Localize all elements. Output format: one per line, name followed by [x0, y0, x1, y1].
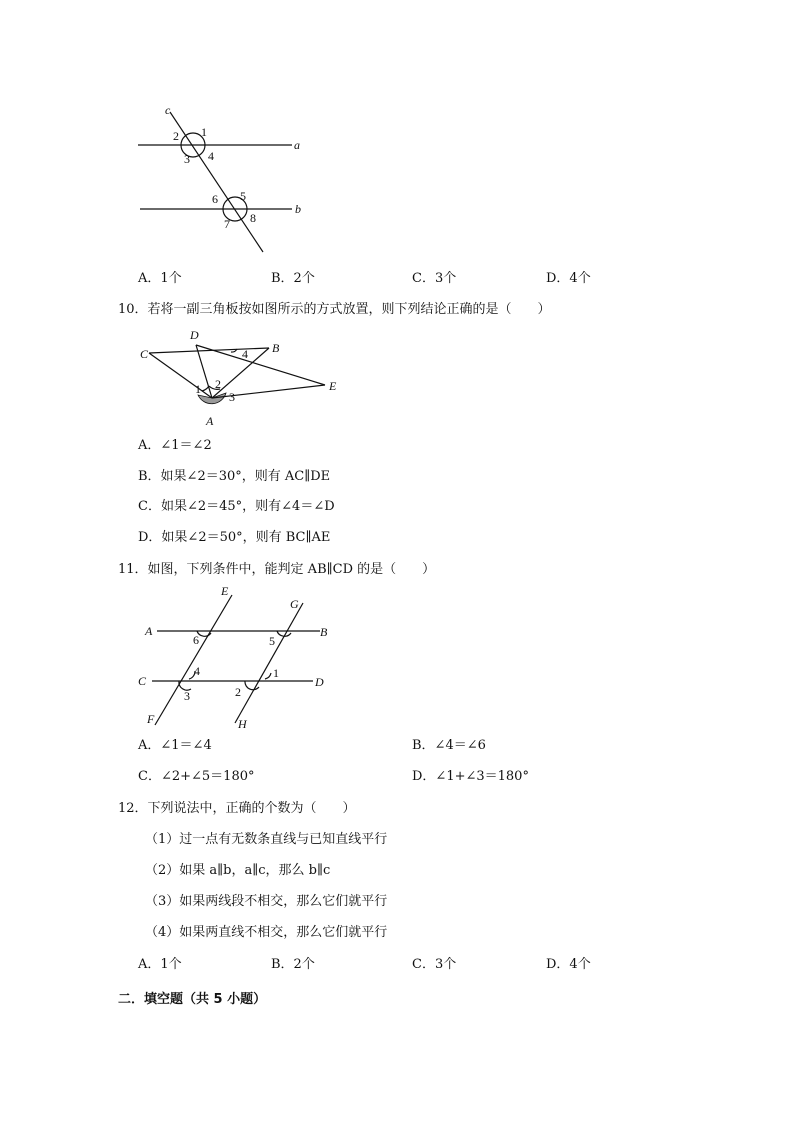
q10-option-a[interactable]: A．∠1＝∠2 — [138, 438, 212, 453]
q11-angle-1: 1 — [273, 666, 279, 680]
q10-figure — [135, 325, 355, 435]
q10-stem: 10．若将一副三角板按如图所示的方式放置，则下列结论正确的是（ ） — [118, 302, 551, 317]
q9-angle-4: 4 — [208, 149, 214, 163]
q11-line-GH — [235, 603, 303, 723]
q10-label-C: C — [140, 347, 149, 361]
q10-angle-3: 3 — [229, 390, 235, 404]
q10-option-d[interactable]: D．如果∠2＝50°，则有 BC∥AE — [138, 530, 331, 545]
q11-label-G: G — [290, 597, 299, 611]
q11-label-D: D — [315, 675, 324, 689]
q9-option-d[interactable]: D．4个 — [546, 271, 591, 286]
q10-shaded-angle — [198, 393, 226, 404]
q12-statement-1: （1）过一点有无数条直线与已知直线平行 — [145, 832, 388, 847]
q10-option-c[interactable]: C．如果∠2＝45°，则有∠4＝∠D — [138, 499, 335, 514]
section-title-fill-in: 二．填空题（共 5 小题） — [118, 992, 267, 1007]
q11-angle-3: 3 — [184, 689, 190, 703]
q10-angle-1: 1 — [195, 382, 201, 396]
q12-option-a[interactable]: A．1个 — [138, 957, 182, 972]
q9-label-c: c — [165, 103, 171, 117]
q11-angle-2: 2 — [235, 685, 241, 699]
q12-option-d[interactable]: D．4个 — [546, 957, 591, 972]
q11-label-F: F — [147, 712, 155, 726]
q11-angle-4: 4 — [194, 664, 200, 678]
q9-figure — [130, 100, 320, 260]
q9-angle-5: 5 — [240, 189, 246, 203]
q9-label-b: b — [295, 202, 301, 216]
q11-angle-6: 6 — [193, 633, 199, 647]
q11-label-A: A — [145, 624, 153, 638]
q9-label-a: a — [294, 138, 300, 152]
q9-line-c — [170, 112, 263, 252]
q10-label-B: B — [272, 341, 280, 355]
q11-angle-5: 5 — [269, 634, 275, 648]
q9-option-b[interactable]: B．2个 — [271, 271, 315, 286]
q10-arc-1 — [202, 386, 209, 391]
q12-option-c[interactable]: C．3个 — [412, 957, 457, 972]
q12-stem: 12．下列说法中，正确的个数为（ ） — [118, 801, 356, 816]
q9-option-c[interactable]: C．3个 — [412, 271, 457, 286]
q11-label-C: C — [138, 674, 147, 688]
q9-angle-2: 2 — [173, 129, 179, 143]
q10-option-b[interactable]: B．如果∠2＝30°，则有 AC∥DE — [138, 469, 331, 484]
q11-option-b[interactable]: B．∠4＝∠6 — [412, 738, 486, 753]
q12-statement-2: （2）如果 a∥b，a∥c，那么 b∥c — [145, 863, 331, 878]
q9-angle-3: 3 — [184, 152, 190, 166]
q11-option-a[interactable]: A．∠1＝∠4 — [138, 738, 212, 753]
q10-angle-2: 2 — [215, 377, 221, 391]
q9-angle-7: 7 — [224, 217, 230, 231]
q11-label-E: E — [221, 584, 229, 598]
q9-angle-1: 1 — [201, 125, 207, 139]
q11-option-c[interactable]: C．∠2+∠5＝180° — [138, 769, 255, 784]
q11-stem: 11．如图，下列条件中，能判定 AB∥CD 的是（ ） — [118, 562, 436, 577]
q12-statement-4: （4）如果两直线不相交，那么它们就平行 — [145, 925, 388, 940]
q10-label-A: A — [206, 414, 214, 428]
q11-option-d[interactable]: D．∠1+∠3＝180° — [412, 769, 529, 784]
q10-label-D: D — [190, 328, 199, 342]
q10-label-E: E — [329, 379, 337, 393]
q10-angle-4: 4 — [242, 347, 248, 361]
q12-statement-3: （3）如果两线段不相交，那么它们就平行 — [145, 894, 388, 909]
q9-option-a[interactable]: A．1个 — [138, 271, 182, 286]
q11-line-EF — [155, 595, 232, 725]
q11-label-H: H — [238, 717, 247, 731]
q9-angle-6: 6 — [212, 192, 218, 206]
q11-label-B: B — [320, 625, 328, 639]
q9-angle-8: 8 — [250, 211, 256, 225]
q11-arc-1 — [265, 673, 271, 679]
q12-option-b[interactable]: B．2个 — [271, 957, 315, 972]
q11-figure — [135, 583, 345, 733]
